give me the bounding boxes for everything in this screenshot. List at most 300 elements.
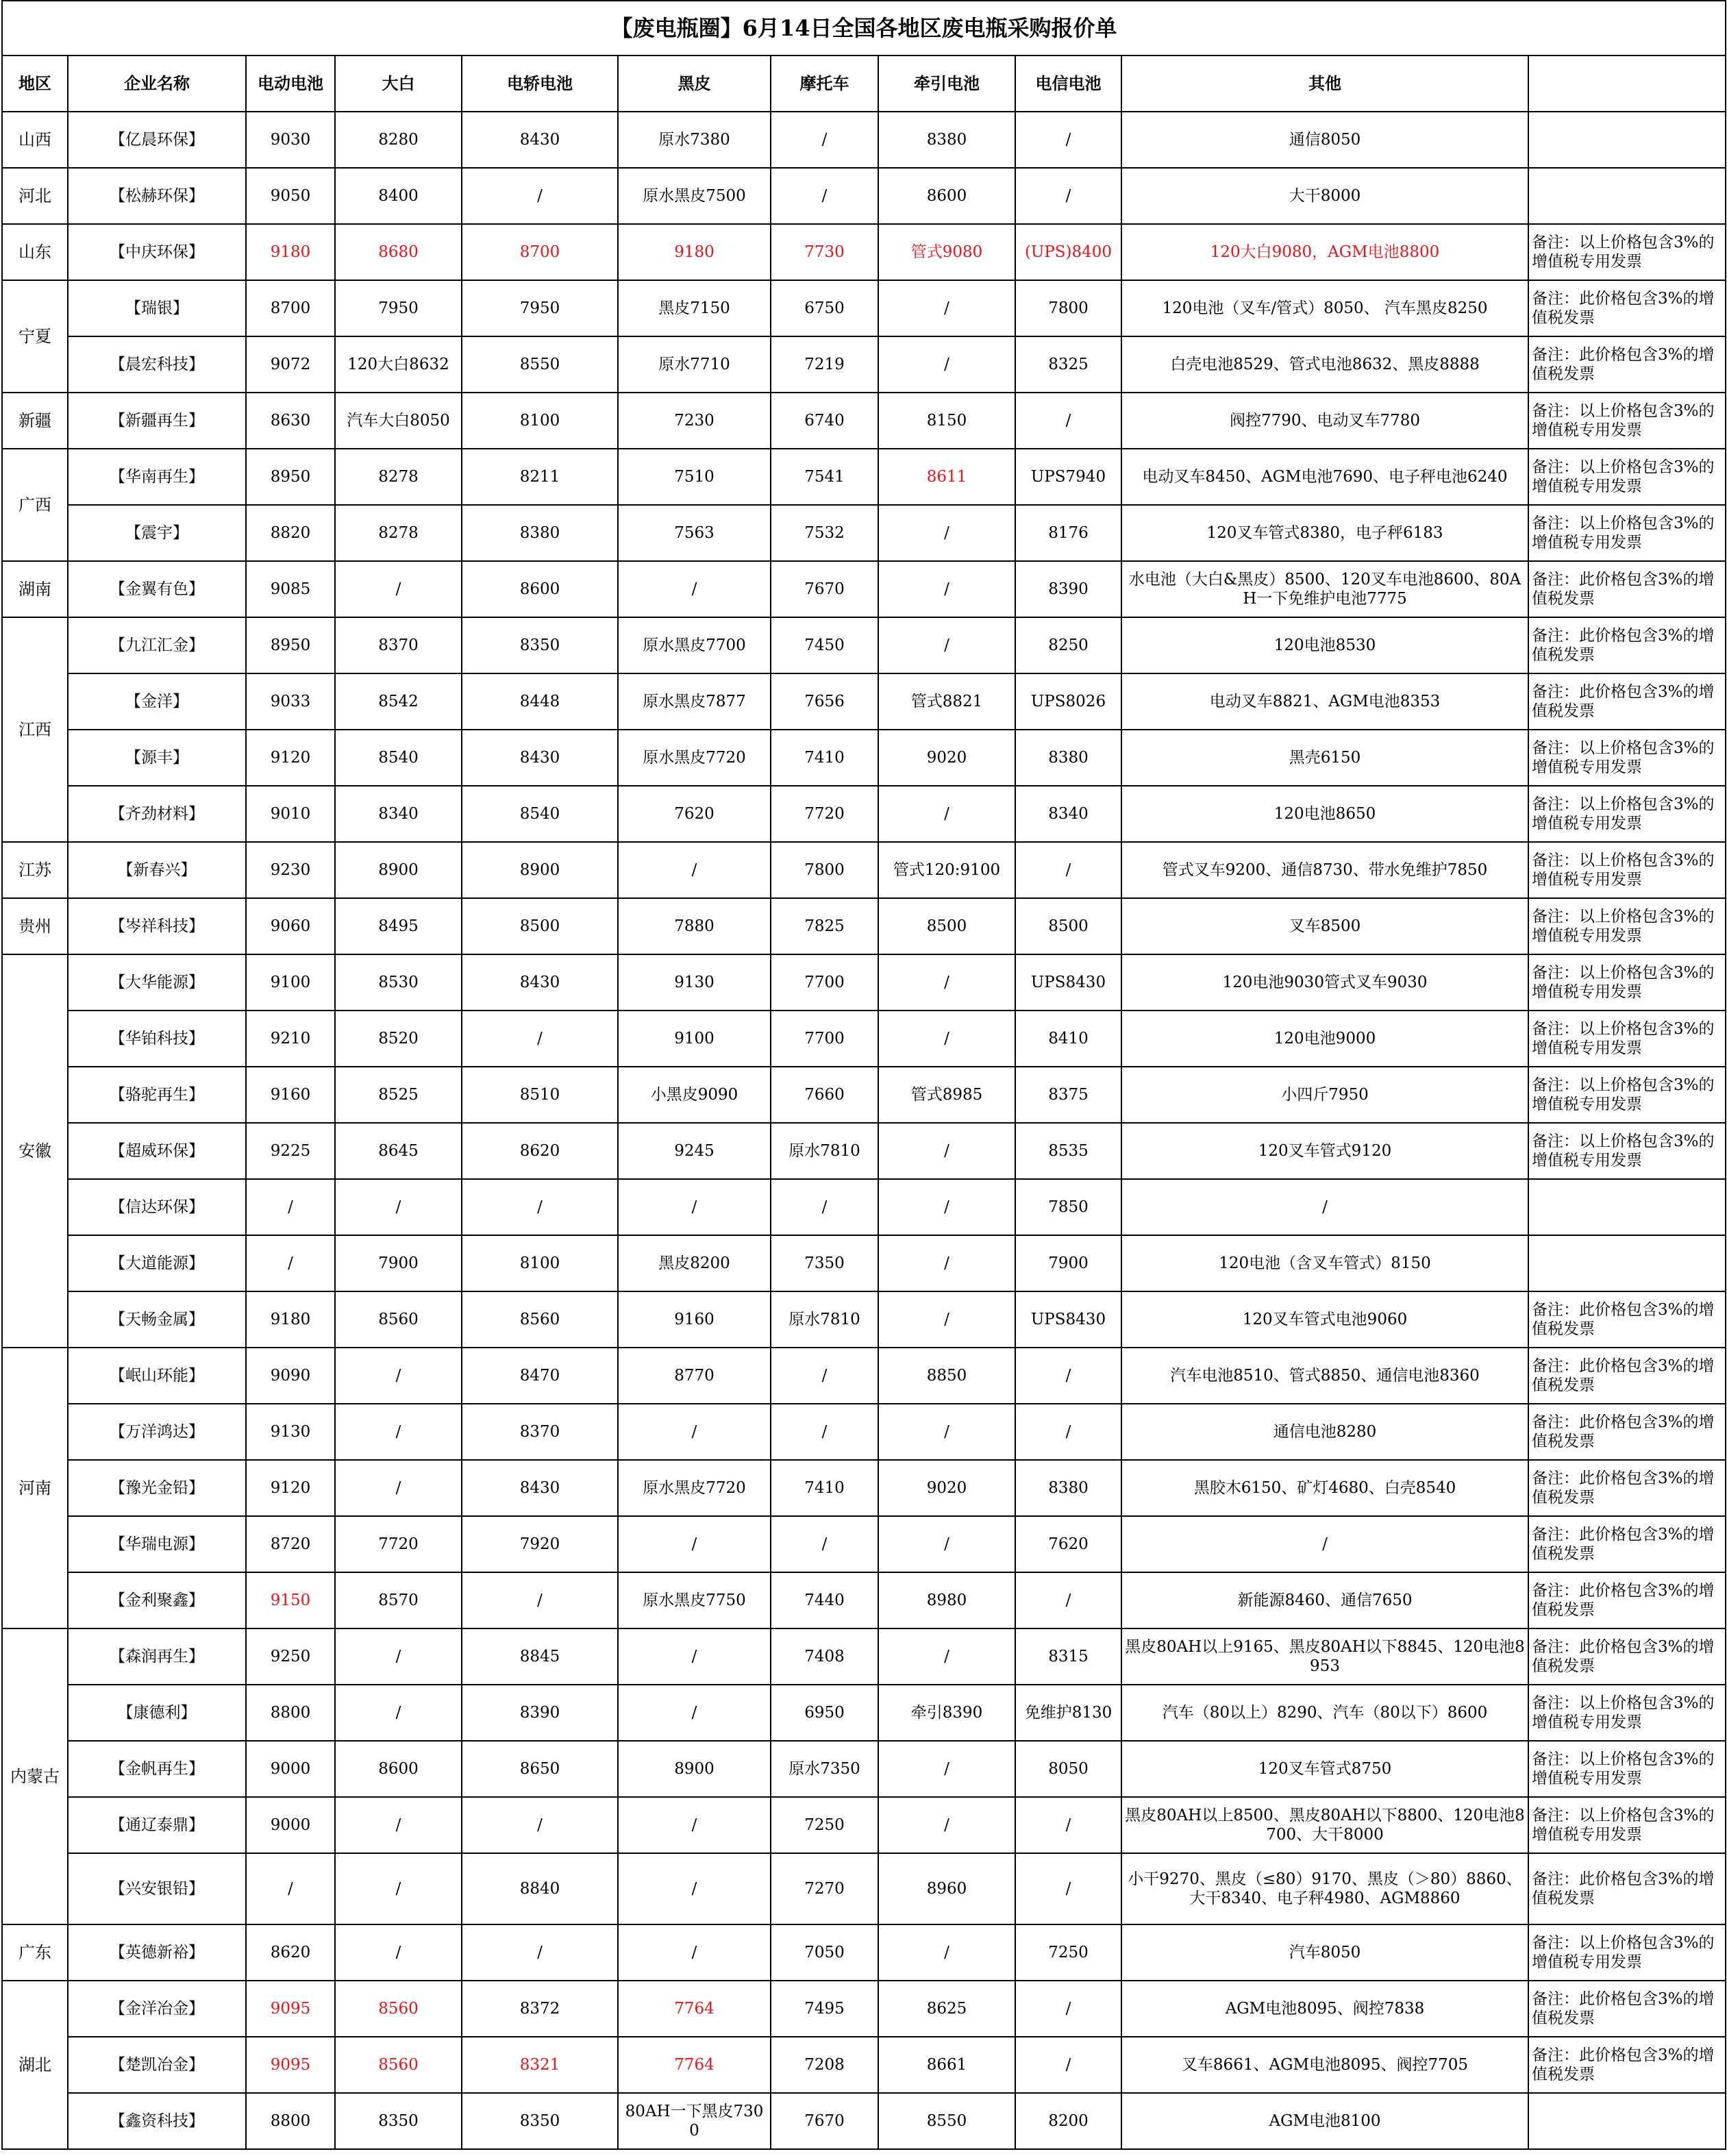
company-cell: 【天畅金属】 — [68, 1291, 246, 1348]
table-row — [2, 617, 1726, 673]
price-cell: / — [618, 1404, 771, 1460]
column-header[interactable]: 电轿电池 — [462, 55, 618, 112]
note-cell: 备注：以上价格包含3%的增值税专用发票 — [1528, 1741, 1726, 1797]
price-cell: 电动叉车8450、AGM电池7690、电子秤电池6240 — [1121, 449, 1528, 505]
price-cell: 8380 — [878, 112, 1015, 168]
price-cell: 8700 — [462, 224, 618, 280]
price-cell: / — [618, 1853, 771, 1924]
price-cell: 8542 — [335, 673, 462, 730]
price-cell: 120叉车管式8750 — [1121, 1741, 1528, 1797]
price-cell: 7408 — [771, 1628, 878, 1685]
price-cell: 7208 — [771, 2037, 878, 2093]
table-row — [2, 673, 1726, 730]
price-cell: 8400 — [335, 168, 462, 224]
price-cell: / — [878, 1924, 1015, 1981]
price-cell: 8211 — [462, 449, 618, 505]
price-cell: 8510 — [462, 1067, 618, 1123]
price-cell: / — [618, 842, 771, 898]
price-cell: 8495 — [335, 898, 462, 954]
price-cell: 8430 — [462, 112, 618, 168]
price-cell: 8050 — [1015, 1741, 1121, 1797]
table-row — [2, 1404, 1726, 1460]
price-cell: 小黑皮9090 — [618, 1067, 771, 1123]
price-cell: 8350 — [462, 2093, 618, 2149]
price-cell: 8520 — [335, 1011, 462, 1067]
note-cell: 备注：以上价格包含3%的增值税专用发票 — [1528, 786, 1726, 842]
price-cell: 8800 — [246, 1685, 335, 1741]
company-cell: 【通辽泰鼎】 — [68, 1797, 246, 1853]
table-row — [2, 1572, 1726, 1628]
column-header[interactable]: 大白 — [335, 55, 462, 112]
price-cell: / — [618, 1179, 771, 1235]
price-cell: / — [335, 1404, 462, 1460]
price-cell: / — [1015, 1981, 1121, 2037]
price-cell: 8280 — [335, 112, 462, 168]
price-cell: 80AH一下黑皮7300 — [618, 2093, 771, 2149]
table-row — [2, 449, 1726, 505]
price-cell: / — [335, 561, 462, 617]
region-cell: 江苏 — [2, 842, 68, 898]
note-cell: 备注：此价格包含3%的增值税发票 — [1528, 1404, 1726, 1460]
column-header[interactable]: 企业名称 — [68, 55, 246, 112]
price-cell: / — [618, 561, 771, 617]
table-row — [2, 2093, 1726, 2149]
price-cell: / — [1121, 1516, 1528, 1572]
table-row — [2, 112, 1726, 168]
price-cell: 8150 — [878, 393, 1015, 449]
price-cell: 黑胶木6150、矿灯4680、白壳8540 — [1121, 1460, 1528, 1516]
company-cell: 【金帆再生】 — [68, 1741, 246, 1797]
price-cell: 7350 — [771, 1235, 878, 1291]
price-cell: 汽车（80以上）8290、汽车（80以下）8600 — [1121, 1685, 1528, 1741]
price-cell: 牵引8390 — [878, 1685, 1015, 1741]
price-cell: 9245 — [618, 1123, 771, 1179]
column-header[interactable] — [1528, 55, 1726, 112]
price-cell: 8540 — [462, 786, 618, 842]
price-cell: 7270 — [771, 1853, 878, 1924]
column-header[interactable]: 地区 — [2, 55, 68, 112]
price-cell: 7410 — [771, 730, 878, 786]
price-cell: / — [1015, 842, 1121, 898]
price-cell: 7850 — [1015, 1179, 1121, 1235]
price-cell: 9095 — [246, 1981, 335, 2037]
price-cell: / — [335, 1853, 462, 1924]
table-row — [2, 898, 1726, 954]
price-cell: / — [462, 168, 618, 224]
price-cell: / — [771, 1179, 878, 1235]
price-cell: 6950 — [771, 1685, 878, 1741]
price-cell: 原水黑皮7500 — [618, 168, 771, 224]
note-cell: 备注：此价格包含3%的增值税发票 — [1528, 1291, 1726, 1348]
price-cell: 8550 — [878, 2093, 1015, 2149]
price-cell: / — [878, 954, 1015, 1011]
note-cell: 备注：此价格包含3%的增值税发票 — [1528, 617, 1726, 673]
company-cell: 【超威环保】 — [68, 1123, 246, 1179]
table-row — [2, 1741, 1726, 1797]
price-cell: 8700 — [246, 280, 335, 336]
price-cell: 原水7810 — [771, 1291, 878, 1348]
price-cell: 6740 — [771, 393, 878, 449]
price-cell: 9160 — [246, 1067, 335, 1123]
region-cell: 广东 — [2, 1924, 68, 1981]
price-cell: 8530 — [335, 954, 462, 1011]
price-cell: / — [335, 1348, 462, 1404]
company-cell: 【晨宏科技】 — [68, 336, 246, 393]
price-cell: / — [462, 1011, 618, 1067]
price-cell: / — [462, 1924, 618, 1981]
table-row — [2, 1924, 1726, 1981]
price-cell: 9180 — [246, 224, 335, 280]
company-cell: 【亿晨环保】 — [68, 112, 246, 168]
price-cell: 8950 — [246, 449, 335, 505]
price-cell: 7720 — [771, 786, 878, 842]
price-cell: 7532 — [771, 505, 878, 561]
price-cell: 8540 — [335, 730, 462, 786]
table-row — [2, 842, 1726, 898]
price-cell: 黑皮80AH以上9165、黑皮80AH以下8845、120电池8953 — [1121, 1628, 1528, 1685]
price-cell: 7900 — [335, 1235, 462, 1291]
price-cell: 8430 — [462, 730, 618, 786]
price-cell: / — [878, 1741, 1015, 1797]
price-cell: 8200 — [1015, 2093, 1121, 2149]
price-cell: 8625 — [878, 1981, 1015, 2037]
column-header[interactable]: 电信电池 — [1015, 55, 1121, 112]
price-cell: 8630 — [246, 393, 335, 449]
company-cell: 【震宇】 — [68, 505, 246, 561]
company-cell: 【大华能源】 — [68, 954, 246, 1011]
price-cell: / — [878, 1628, 1015, 1685]
price-cell: / — [462, 1179, 618, 1235]
price-cell: 小干9270、黑皮（≤80）9170、黑皮（＞80）8860、大干8340、电子秤4980、AGM8860 — [1121, 1853, 1528, 1924]
price-cell: / — [878, 336, 1015, 393]
price-cell: 原水黑皮7720 — [618, 730, 771, 786]
note-cell: 备注：以上价格包含3%的增值税专用发票 — [1528, 1011, 1726, 1067]
price-cell: / — [1015, 1797, 1121, 1853]
company-cell: 【岷山环能】 — [68, 1348, 246, 1404]
price-cell: / — [1121, 1179, 1528, 1235]
price-cell: 8390 — [462, 1685, 618, 1741]
price-cell: 9250 — [246, 1628, 335, 1685]
region-cell: 贵州 — [2, 898, 68, 954]
table-row — [2, 1628, 1726, 1685]
price-cell: 8770 — [618, 1348, 771, 1404]
column-header[interactable]: 其他 — [1121, 55, 1528, 112]
price-cell: 电动叉车8821、AGM电池8353 — [1121, 673, 1528, 730]
price-cell: 9180 — [618, 224, 771, 280]
price-cell: 8535 — [1015, 1123, 1121, 1179]
column-header[interactable]: 电动电池 — [246, 55, 335, 112]
table-row — [2, 280, 1726, 336]
company-cell: 【金翼有色】 — [68, 561, 246, 617]
price-cell: 8820 — [246, 505, 335, 561]
price-cell: 9020 — [878, 1460, 1015, 1516]
price-cell: 7495 — [771, 1981, 878, 2037]
table-row — [2, 1981, 1726, 2037]
price-cell: 8410 — [1015, 1011, 1121, 1067]
price-cell: / — [618, 1628, 771, 1685]
table-row — [2, 2037, 1726, 2093]
price-cell: 7720 — [335, 1516, 462, 1572]
table-row — [2, 786, 1726, 842]
price-cell: 8840 — [462, 1853, 618, 1924]
price-cell: 9160 — [618, 1291, 771, 1348]
note-cell: 备注：以上价格包含3%的增值税专用发票 — [1528, 1924, 1726, 1981]
price-cell: 8250 — [1015, 617, 1121, 673]
price-cell: UPS8430 — [1015, 1291, 1121, 1348]
price-cell: 8600 — [878, 168, 1015, 224]
price-cell: 8470 — [462, 1348, 618, 1404]
price-cell: 7250 — [1015, 1924, 1121, 1981]
note-cell: 备注：以上价格包含3%的增值税专用发票 — [1528, 505, 1726, 561]
region-cell: 山东 — [2, 224, 68, 280]
company-cell: 【源丰】 — [68, 730, 246, 786]
price-cell: 8900 — [618, 1741, 771, 1797]
price-cell: 8600 — [335, 1741, 462, 1797]
price-cell: / — [335, 1628, 462, 1685]
region-cell: 安徽 — [2, 954, 68, 1348]
price-cell: / — [771, 1348, 878, 1404]
company-cell: 【瑞银】 — [68, 280, 246, 336]
price-cell: 8100 — [462, 1235, 618, 1291]
price-cell: 叉车8500 — [1121, 898, 1528, 954]
price-cell: / — [462, 1797, 618, 1853]
note-cell: 备注：以上价格包含3%的增值税专用发票 — [1528, 1067, 1726, 1123]
price-cell: 7563 — [618, 505, 771, 561]
price-cell: 白壳电池8529、管式电池8632、黑皮8888 — [1121, 336, 1528, 393]
price-cell: 8375 — [1015, 1067, 1121, 1123]
price-cell: 7700 — [771, 1011, 878, 1067]
company-cell: 【新疆再生】 — [68, 393, 246, 449]
price-cell: 8900 — [335, 842, 462, 898]
price-cell: 9100 — [246, 954, 335, 1011]
price-cell: 120电池8650 — [1121, 786, 1528, 842]
price-cell: 8325 — [1015, 336, 1121, 393]
table-row — [2, 505, 1726, 561]
price-cell: / — [878, 1797, 1015, 1853]
price-cell: 原水7810 — [771, 1123, 878, 1179]
price-cell: 9130 — [618, 954, 771, 1011]
note-cell — [1528, 168, 1726, 224]
note-cell: 备注：此价格包含3%的增值税发票 — [1528, 1516, 1726, 1572]
price-cell: 原水黑皮7750 — [618, 1572, 771, 1628]
price-cell: 7920 — [462, 1516, 618, 1572]
price-cell: 9095 — [246, 2037, 335, 2093]
company-cell: 【康德利】 — [68, 1685, 246, 1741]
region-cell: 广西 — [2, 449, 68, 561]
price-cell: 7620 — [618, 786, 771, 842]
company-cell: 【金洋】 — [68, 673, 246, 730]
price-cell: 9033 — [246, 673, 335, 730]
price-cell: 8430 — [462, 1460, 618, 1516]
price-cell: 8380 — [1015, 730, 1121, 786]
price-cell: 8500 — [462, 898, 618, 954]
price-cell: 通信电池8280 — [1121, 1404, 1528, 1460]
price-cell: 8100 — [462, 393, 618, 449]
table-row — [2, 730, 1726, 786]
price-cell: 汽车8050 — [1121, 1924, 1528, 1981]
price-cell: 7250 — [771, 1797, 878, 1853]
price-cell: / — [1015, 112, 1121, 168]
note-cell: 备注：此价格包含3%的增值税发票 — [1528, 1572, 1726, 1628]
price-cell: UPS7940 — [1015, 449, 1121, 505]
page-title: 【废电瓶圈】6月14日全国各地区废电瓶采购报价单 — [2, 1, 1726, 55]
price-cell: 9085 — [246, 561, 335, 617]
price-cell: 汽车电池8510、管式8850、通信电池8360 — [1121, 1348, 1528, 1404]
price-cell: 7541 — [771, 449, 878, 505]
price-cell: 120大白9080，AGM电池8800 — [1121, 224, 1528, 280]
price-cell: / — [878, 617, 1015, 673]
company-cell: 【英德新裕】 — [68, 1924, 246, 1981]
price-cell: 8620 — [462, 1123, 618, 1179]
region-cell: 内蒙古 — [2, 1628, 68, 1924]
company-cell: 【松赫环保】 — [68, 168, 246, 224]
price-cell: 8321 — [462, 2037, 618, 2093]
price-cell: 9120 — [246, 730, 335, 786]
note-cell: 备注：此价格包含3%的增值税发票 — [1528, 280, 1726, 336]
price-cell: / — [335, 1460, 462, 1516]
region-cell: 湖南 — [2, 561, 68, 617]
price-cell: 7219 — [771, 336, 878, 393]
price-cell: 8850 — [878, 1348, 1015, 1404]
price-cell: 120电池9000 — [1121, 1011, 1528, 1067]
price-cell: 8980 — [878, 1572, 1015, 1628]
note-cell: 备注：以上价格包含3%的增值税专用发票 — [1528, 842, 1726, 898]
table-row — [2, 1291, 1726, 1348]
price-cell: 8845 — [462, 1628, 618, 1685]
price-cell: 8960 — [878, 1853, 1015, 1924]
price-cell: 8380 — [462, 505, 618, 561]
price-cell: 7800 — [771, 842, 878, 898]
price-cell: 小四斤7950 — [1121, 1067, 1528, 1123]
price-cell: 8525 — [335, 1067, 462, 1123]
price-cell: 8430 — [462, 954, 618, 1011]
price-cell: / — [1015, 1853, 1121, 1924]
price-cell: / — [246, 1235, 335, 1291]
price-cell: / — [878, 786, 1015, 842]
price-cell: 7900 — [1015, 1235, 1121, 1291]
note-cell: 备注：此价格包含3%的增值税发票 — [1528, 1628, 1726, 1685]
price-cell: AGM电池8100 — [1121, 2093, 1528, 2149]
price-cell: 8315 — [1015, 1628, 1121, 1685]
price-cell: 8278 — [335, 449, 462, 505]
price-cell: 原水7380 — [618, 112, 771, 168]
price-cell: 120电池（含叉车管式）8150 — [1121, 1235, 1528, 1291]
company-cell: 【鑫资科技】 — [68, 2093, 246, 2149]
price-cell: 7440 — [771, 1572, 878, 1628]
price-cell: / — [1015, 2037, 1121, 2093]
table-row — [2, 1179, 1726, 1235]
table-row — [2, 1797, 1726, 1853]
note-cell: 备注：以上价格包含3%的增值税专用发票 — [1528, 393, 1726, 449]
price-cell: / — [878, 1291, 1015, 1348]
column-header[interactable]: 摩托车 — [771, 55, 878, 112]
price-cell: 9000 — [246, 1797, 335, 1853]
price-cell: 8390 — [1015, 561, 1121, 617]
company-cell: 【森润再生】 — [68, 1628, 246, 1685]
price-cell: 7450 — [771, 617, 878, 673]
price-cell: 7510 — [618, 449, 771, 505]
note-cell: 备注：此价格包含3%的增值税发票 — [1528, 1981, 1726, 2037]
table-row — [2, 1460, 1726, 1516]
note-cell — [1528, 112, 1726, 168]
price-cell: 8176 — [1015, 505, 1121, 561]
price-cell: 汽车大白8050 — [335, 393, 462, 449]
company-cell: 【骆驼再生】 — [68, 1067, 246, 1123]
company-cell: 【中庆环保】 — [68, 224, 246, 280]
price-cell: 9210 — [246, 1011, 335, 1067]
price-cell: 原水黑皮7720 — [618, 1460, 771, 1516]
table-row — [2, 1011, 1726, 1067]
note-cell — [1528, 1235, 1726, 1291]
price-cell: 8645 — [335, 1123, 462, 1179]
region-cell: 新疆 — [2, 393, 68, 449]
price-cell: 7050 — [771, 1924, 878, 1981]
price-cell: 原水7350 — [771, 1741, 878, 1797]
price-cell: / — [462, 1572, 618, 1628]
price-cell: 9072 — [246, 336, 335, 393]
price-cell: / — [1015, 1348, 1121, 1404]
price-cell: 管式叉车9200、通信8730、带水免维护7850 — [1121, 842, 1528, 898]
note-cell: 备注：以上价格包含3%的增值税专用发票 — [1528, 1685, 1726, 1741]
column-header[interactable]: 牵引电池 — [878, 55, 1015, 112]
price-cell: 8372 — [462, 1981, 618, 2037]
price-cell: 9120 — [246, 1460, 335, 1516]
region-cell: 江西 — [2, 617, 68, 842]
price-cell: / — [878, 505, 1015, 561]
company-cell: 【豫光金铅】 — [68, 1460, 246, 1516]
price-cell: UPS8430 — [1015, 954, 1121, 1011]
price-cell: / — [878, 1179, 1015, 1235]
price-cell: 7950 — [335, 280, 462, 336]
price-cell: / — [618, 1797, 771, 1853]
price-cell: UPS8026 — [1015, 673, 1121, 730]
price-cell: 8278 — [335, 505, 462, 561]
note-cell: 备注：以上价格包含3%的增值税专用发票 — [1528, 1123, 1726, 1179]
note-cell: 备注：此价格包含3%的增值税发票 — [1528, 1853, 1726, 1924]
price-cell: 8560 — [335, 1291, 462, 1348]
table-row — [2, 393, 1726, 449]
price-cell: (UPS)8400 — [1015, 224, 1121, 280]
price-cell: 9090 — [246, 1348, 335, 1404]
price-cell: 8340 — [1015, 786, 1121, 842]
company-cell: 【华瑞电源】 — [68, 1516, 246, 1572]
price-cell: / — [618, 1516, 771, 1572]
price-cell: 9050 — [246, 168, 335, 224]
price-cell: 8800 — [246, 2093, 335, 2149]
price-cell: 8720 — [246, 1516, 335, 1572]
price-cell: 9225 — [246, 1123, 335, 1179]
price-cell: 8370 — [335, 617, 462, 673]
price-cell: / — [878, 1123, 1015, 1179]
company-cell: 【楚凯冶金】 — [68, 2037, 246, 2093]
table-row — [2, 561, 1726, 617]
price-cell: 120电池9030管式叉车9030 — [1121, 954, 1528, 1011]
price-cell: 8620 — [246, 1924, 335, 1981]
price-cell: 9060 — [246, 898, 335, 954]
column-header[interactable]: 黑皮 — [618, 55, 771, 112]
price-cell: 6750 — [771, 280, 878, 336]
price-cell: 9180 — [246, 1291, 335, 1348]
price-cell: / — [335, 1924, 462, 1981]
price-cell: / — [771, 1516, 878, 1572]
price-cell: 8500 — [1015, 898, 1121, 954]
price-cell: 8560 — [335, 1981, 462, 2037]
price-cell: 8611 — [878, 449, 1015, 505]
price-cell: / — [618, 1924, 771, 1981]
table-row — [2, 1348, 1726, 1404]
price-cell: 7670 — [771, 561, 878, 617]
price-cell: / — [246, 1853, 335, 1924]
